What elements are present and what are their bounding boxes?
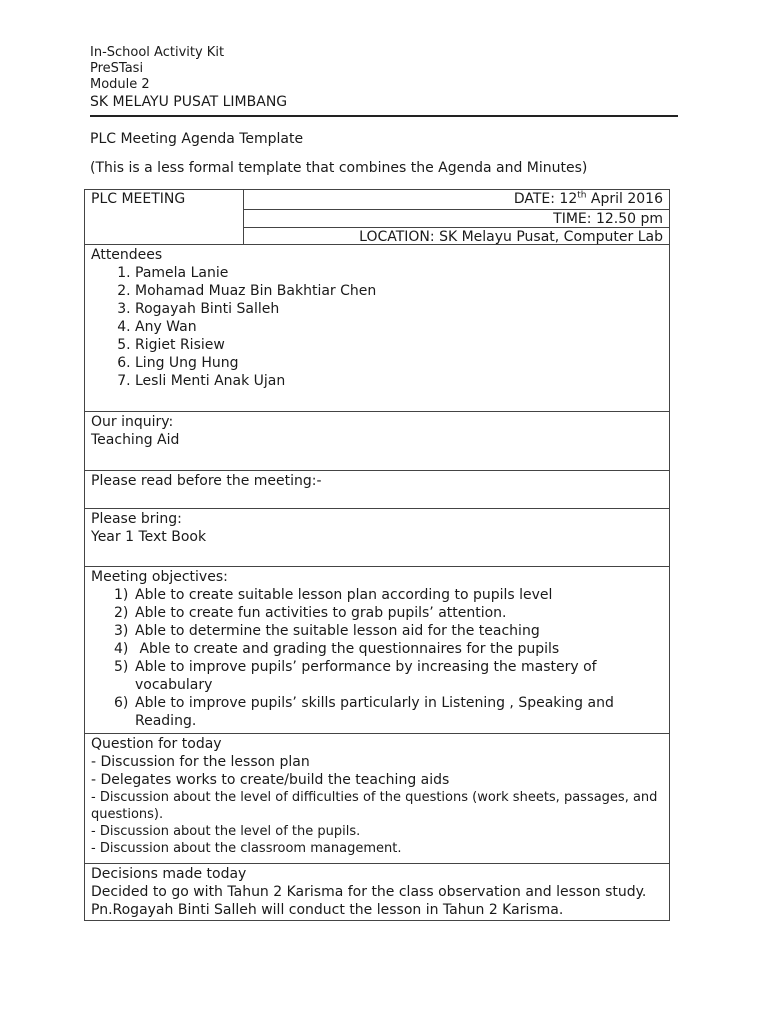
list-item: 1. Pamela Lanie (135, 264, 663, 282)
list-item: 5. Rigiet Risiew (135, 336, 663, 354)
meeting-time: TIME: 12.50 pm (243, 209, 669, 227)
module-name: Module 2 (90, 77, 150, 92)
list-item: 1) Able to create suitable lesson plan according to pupils level (114, 587, 553, 603)
list-item: 7. Lesli Menti Anak Ujan (135, 372, 663, 390)
bring-section (84, 508, 670, 567)
decisions-section (84, 863, 670, 921)
document-header (90, 45, 678, 111)
questions-heading: Question for today (91, 736, 222, 752)
list-item: - Discussion for the lesson plan (91, 754, 310, 770)
kit-name: In-School Activity Kit (90, 45, 225, 60)
page-title: PLC Meeting Agenda Template (90, 131, 304, 147)
meeting-location: LOCATION: SK Melayu Pusat, Computer Lab (243, 227, 669, 245)
list-item: 2. Mohamad Muaz Bin Bakhtiar Chen (135, 282, 663, 300)
bring-heading: Please bring: (91, 511, 182, 527)
list-item: - Delegates works to create/build the teaching aids (91, 772, 450, 788)
list-item: 3) Able to determine the suitable lesson aid for the teaching (114, 623, 540, 639)
decisions-text: Decided to go with Tahun 2 Karisma for the class observation and lesson study. Pn.Rogayah Binti Salleh will conduct the lesson in Tahun 2 Karisma. (91, 884, 647, 918)
pre-reading-section (84, 470, 670, 509)
program-name: PreSTasi (90, 61, 144, 76)
list-item: - Discussion about the level of the pupils. (91, 824, 361, 839)
list-item: - Discussion about the classroom management. (91, 841, 402, 856)
objectives-heading: Meeting objectives: (91, 569, 228, 585)
inquiry-heading: Our inquiry: (91, 414, 174, 430)
meeting-date: DATE: 12th April 2016 (513, 190, 663, 207)
list-item: - Discussion about the level of difficulties of the questions (work sheets, passages, and questions). (91, 790, 658, 822)
list-item: 4) Able to create and grading the questionnaires for the pupils (114, 641, 560, 657)
header-divider (90, 115, 678, 117)
inquiry-section (84, 411, 670, 471)
questions-section (84, 733, 670, 864)
objectives-list (91, 586, 663, 730)
decisions-heading: Decisions made today (91, 866, 247, 882)
list-item: 6. Ling Ung Hung (135, 354, 663, 372)
inquiry-value: Teaching Aid (91, 432, 180, 448)
objectives-section (84, 566, 670, 734)
list-item: 5) Able to improve pupils’ performance by increasing the mastery of vocabulary (114, 659, 597, 693)
pre-reading-heading: Please read before the meeting:- (91, 473, 322, 489)
attendees-heading: Attendees (91, 247, 163, 263)
attendees-list (91, 264, 663, 390)
meeting-info-table (84, 189, 670, 245)
list-item: 4. Any Wan (135, 318, 663, 336)
school-name: SK MELAYU PUSAT LIMBANG (90, 94, 288, 110)
meeting-label: PLC MEETING (91, 191, 186, 207)
list-item: 3. Rogayah Binti Salleh (135, 300, 663, 318)
attendees-section (84, 244, 670, 412)
page-subtitle: (This is a less formal template that combines the Agenda and Minutes) (90, 160, 588, 176)
list-item: 6) Able to improve pupils’ skills particularly in Listening , Speaking and Reading. (114, 695, 614, 729)
bring-value: Year 1 Text Book (91, 529, 207, 545)
list-item: 2) Able to create fun activities to grab pupils’ attention. (114, 605, 507, 621)
